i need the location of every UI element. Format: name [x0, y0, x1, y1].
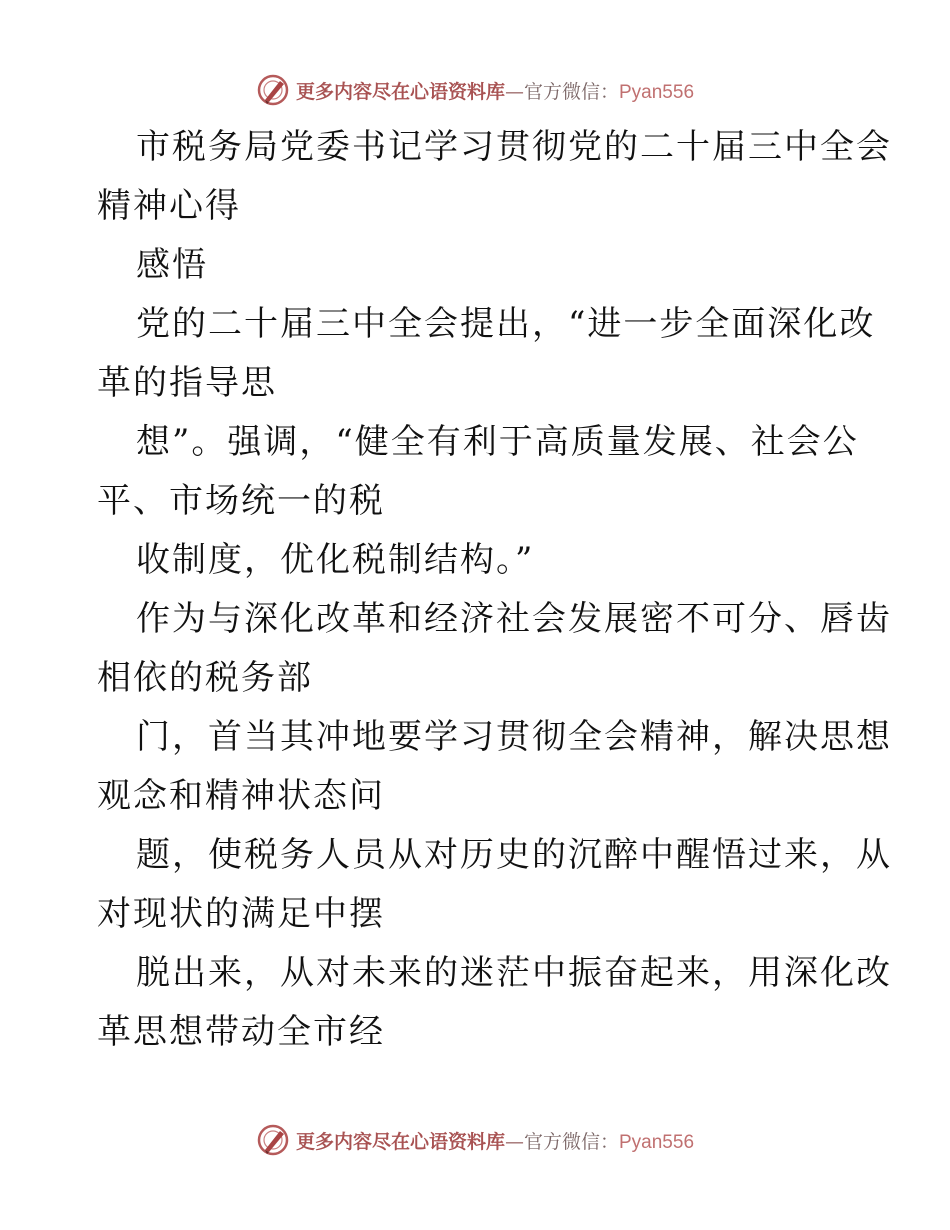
document-body: [97, 118, 892, 1062]
pen-logo-icon: [256, 73, 290, 107]
banner-dash: —: [504, 1130, 524, 1153]
banner-wechat-id: Pyan556: [619, 1131, 695, 1153]
doc-line: 革的指导思: [97, 363, 277, 403]
banner-wechat-label: 官方微信：: [523, 80, 619, 103]
doc-line: 收制度，优化税制结构。”: [136, 540, 535, 580]
banner-dash: —: [504, 80, 524, 103]
doc-line: 门，首当其冲地要学习贯彻全会精神，解决思想: [136, 717, 892, 757]
doc-line: 作为与深化改革和经济社会发展密不可分、唇齿: [136, 599, 892, 639]
doc-line: 脱出来，从对未来的迷茫中振奋起来，用深化改: [136, 953, 892, 993]
banner-wechat-id: Pyan556: [619, 81, 695, 103]
doc-line: 精神心得: [97, 186, 241, 226]
pen-logo-icon: [256, 1123, 290, 1157]
doc-line: 感悟: [136, 245, 208, 285]
doc-line: 革思想带动全市经: [97, 1012, 385, 1052]
banner-site-name: 更多内容尽在心语资料库: [295, 1130, 505, 1153]
doc-line: 市税务局党委书记学习贯彻党的二十届三中全会: [136, 127, 892, 167]
banner-site-name: 更多内容尽在心语资料库: [295, 80, 505, 103]
doc-line: 对现状的满足中摆: [97, 894, 385, 934]
footer-banner: [0, 1120, 950, 1160]
doc-line: 观念和精神状态问: [97, 776, 385, 816]
doc-line: 平、市场统一的税: [97, 481, 385, 521]
doc-line: 题，使税务人员从对历史的沉醉中醒悟过来，从: [136, 835, 892, 875]
doc-line: 想”。强调，“健全有利于高质量发展、社会公: [136, 422, 859, 462]
header-banner: [0, 70, 950, 110]
banner-text: [296, 77, 694, 104]
doc-line: 党的二十届三中全会提出，“进一步全面深化改: [136, 304, 876, 344]
doc-line: 相依的税务部: [97, 658, 313, 698]
banner-text: [296, 1127, 694, 1154]
banner-wechat-label: 官方微信：: [523, 1130, 619, 1153]
